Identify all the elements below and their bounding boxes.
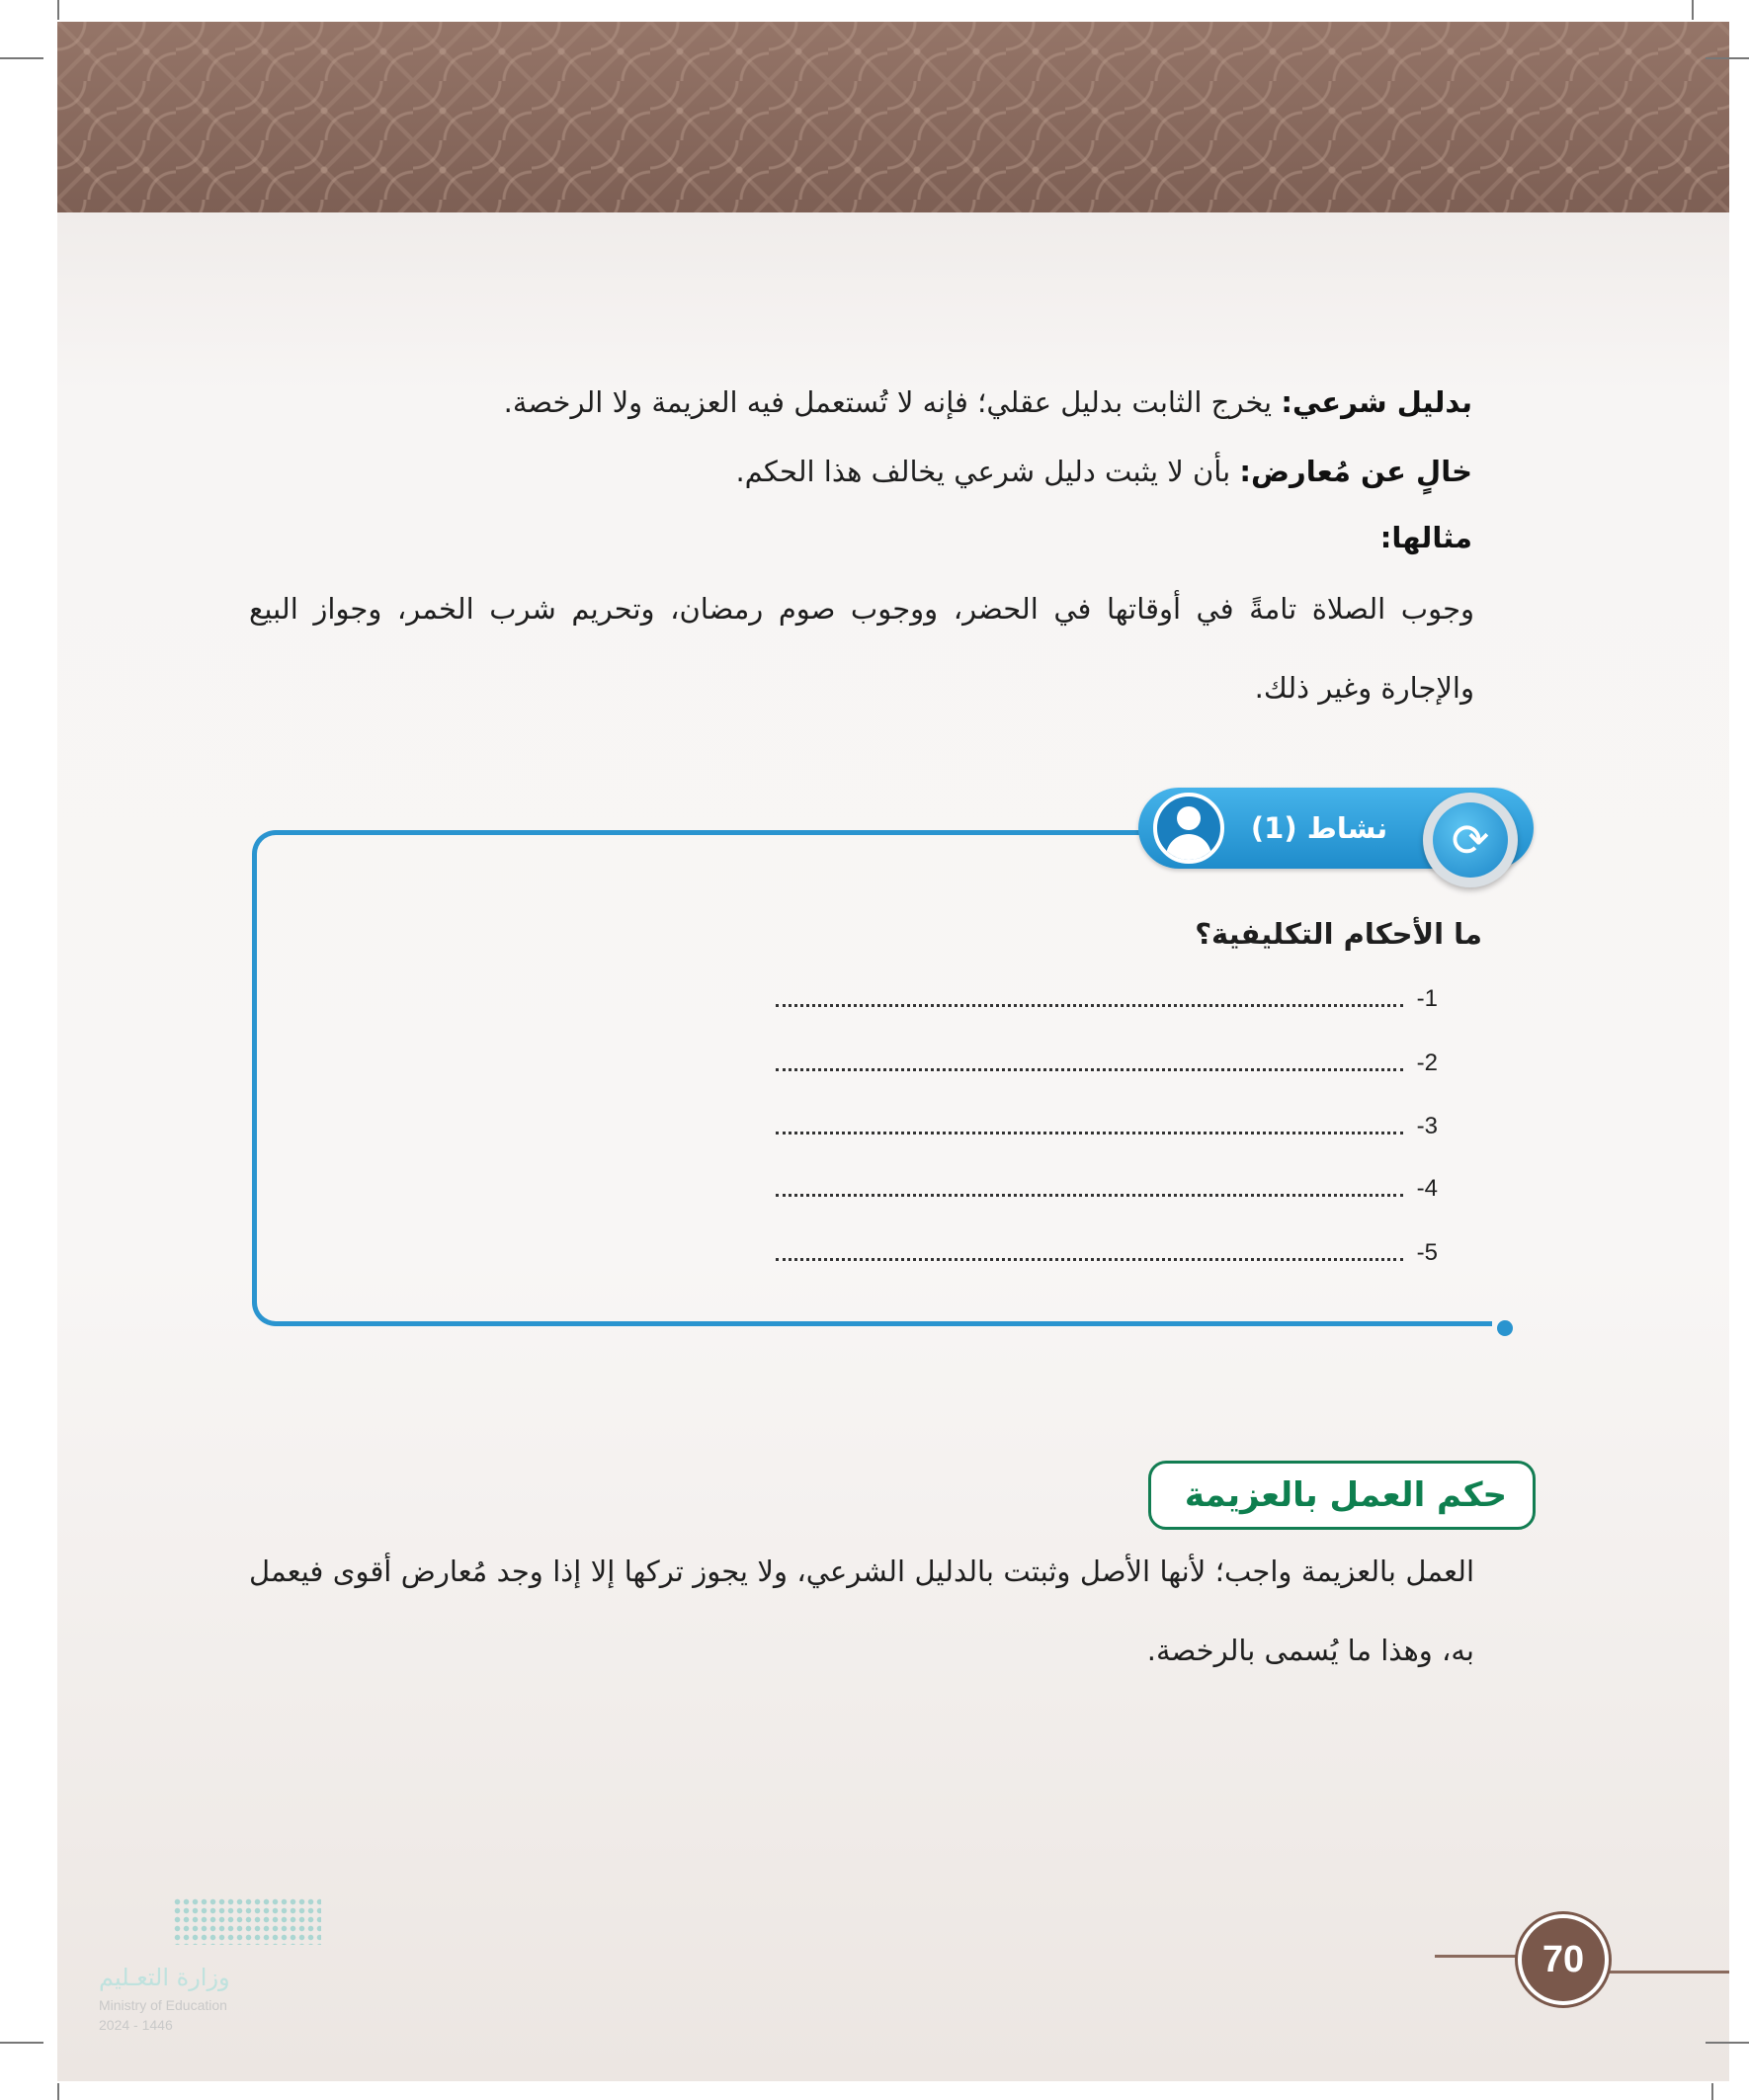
answer-line[interactable] <box>771 1173 1462 1205</box>
crop-mark <box>0 2042 43 2044</box>
crop-mark <box>1706 2042 1749 2044</box>
section-paragraph <box>249 1532 1474 1690</box>
answer-number: -4 <box>1416 1175 1438 1202</box>
ministry-logo <box>99 1897 326 2046</box>
crop-mark <box>1692 0 1694 20</box>
crop-mark <box>57 2083 59 2100</box>
page-number: 70 <box>1518 1914 1609 2005</box>
student-avatar-icon <box>1153 793 1224 864</box>
answer-number: -5 <box>1416 1239 1438 1266</box>
section-heading: حكم العمل بالعزيمة <box>1148 1461 1536 1530</box>
crop-mark <box>1706 57 1749 59</box>
ministry-name-english: Ministry of Education <box>99 1997 227 2013</box>
page-number-rule <box>1435 1955 1530 1958</box>
definition-line-1 <box>504 382 1472 422</box>
activity-box-end-dot <box>1497 1320 1513 1336</box>
refresh-icon: ⟳ <box>1433 802 1508 878</box>
definition-line-2 <box>735 452 1472 491</box>
crop-mark <box>0 57 43 59</box>
definition-label: خالٍ عن مُعارض: <box>1239 455 1472 488</box>
answer-line[interactable] <box>771 1111 1462 1142</box>
examples-text: وجوب الصلاة تامةً في أوقاتها في الحضر، ووجوب صوم رمضان، وتحريم شرب الخمر، وجواز البيع والإجارة وغير ذلك. <box>249 592 1474 705</box>
ministry-dots-emblem <box>173 1897 321 1945</box>
answer-dotted-line <box>776 1258 1403 1261</box>
answer-number: -3 <box>1416 1113 1438 1139</box>
answer-line[interactable] <box>771 1237 1462 1269</box>
crop-mark <box>1711 2083 1713 2100</box>
activity-badge <box>1423 793 1518 887</box>
page-number-rule <box>1593 1971 1729 1974</box>
activity-title: نشاط (1) <box>1250 811 1388 845</box>
answer-line[interactable] <box>771 1048 1462 1079</box>
edition-year: 2024 - 1446 <box>99 2017 173 2033</box>
answer-line[interactable] <box>771 983 1462 1015</box>
ornamental-header-banner <box>57 22 1729 212</box>
answer-dotted-line <box>776 1194 1403 1197</box>
definition-text: بأن لا يثبت دليل شرعي يخالف هذا الحكم. <box>735 455 1231 488</box>
examples-paragraph <box>249 569 1474 727</box>
answer-dotted-line <box>776 1004 1403 1007</box>
definition-label: بدليل شرعي: <box>1281 385 1472 419</box>
answer-number: -2 <box>1416 1050 1438 1076</box>
answer-dotted-line <box>776 1132 1403 1134</box>
answer-dotted-line <box>776 1068 1403 1071</box>
answer-number: -1 <box>1416 985 1438 1012</box>
examples-label: مثالها: <box>1379 521 1472 554</box>
activity-question: ما الأحكام التكليفية؟ <box>1195 917 1482 951</box>
section-body-text: العمل بالعزيمة واجب؛ لأنها الأصل وثبتت بالدليل الشرعي، ولا يجوز تركها إلا إذا وجد مُعارض أقوى فيعمل به، وهذا ما يُسمى بالرخصة. <box>249 1554 1474 1667</box>
ministry-name-arabic: وزارة التعـليم <box>99 1964 230 1991</box>
definition-text: يخرج الثابت بدليل عقلي؛ فإنه لا تُستعمل فيه العزيمة ولا الرخصة. <box>503 385 1273 419</box>
crop-mark <box>57 0 59 20</box>
